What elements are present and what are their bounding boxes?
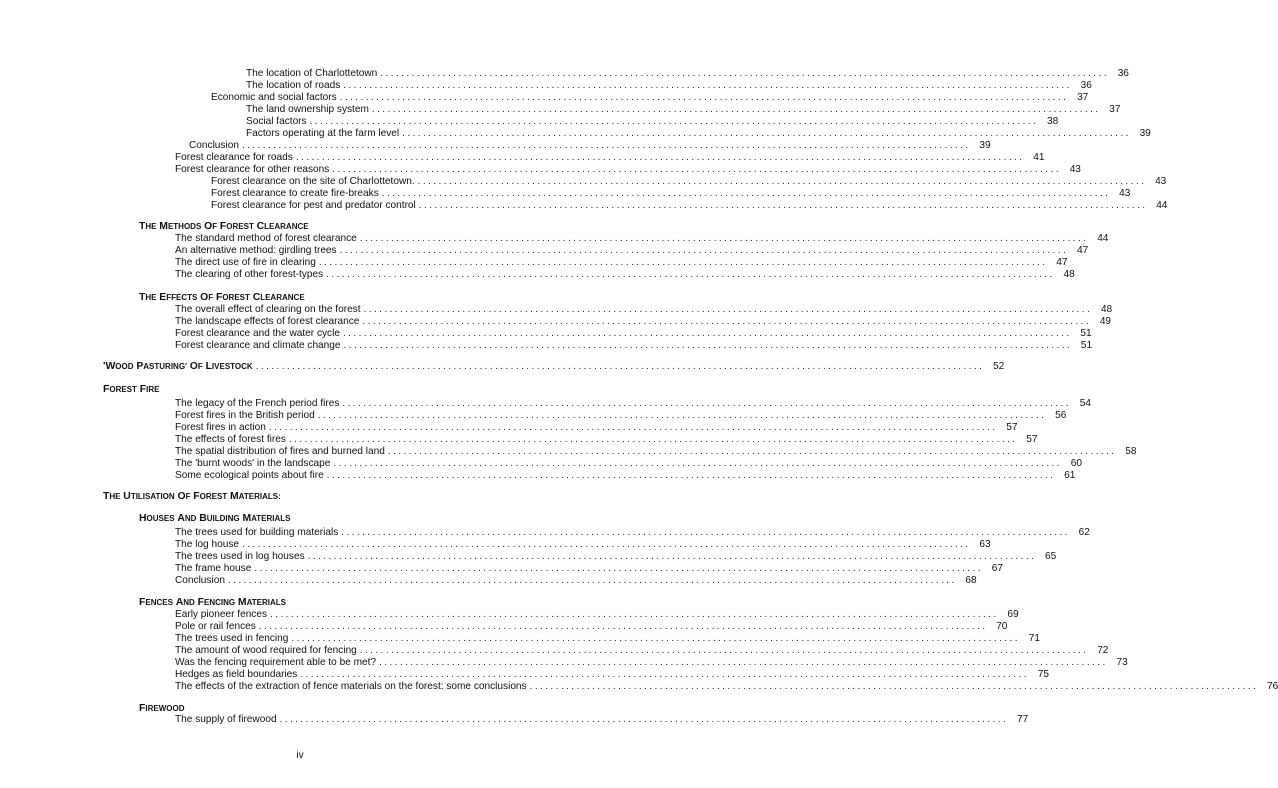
toc-entry — [175, 422, 1018, 434]
dot-leader: ............................................................................................................................................ — [341, 527, 1070, 538]
toc-heading — [139, 221, 553, 233]
toc-entry-label: Forest clearance on the site of Charlottetown. — [211, 176, 415, 187]
toc-entry-label: An alternative method: girdling trees — [175, 245, 337, 256]
toc-entry — [175, 316, 1112, 328]
toc-heading-label: FENCES AND FENCING MATERIALS — [139, 597, 286, 608]
dot-leader: ............................................................................................................................................ — [417, 176, 1147, 187]
toc-entry — [175, 410, 1067, 422]
toc-entry-label: Conclusion — [189, 140, 239, 151]
toc-entry-label: The legacy of the French period fires — [175, 398, 340, 409]
toc-page-number: 44 — [1097, 233, 1109, 244]
toc-page-number: 52 — [993, 361, 1005, 372]
toc-heading-label: THE EFFECTS OF FOREST CLEARANCE — [139, 292, 305, 303]
toc-entry — [175, 633, 1040, 645]
toc-heading-label: FIREWOOD — [139, 703, 185, 714]
dot-leader: ............................................................................................................................................ — [255, 361, 985, 372]
toc-entry — [175, 164, 1081, 176]
dot-leader: ............................................................................................................................................ — [254, 563, 983, 574]
dot-leader: ............................................................................................................................................ — [270, 609, 999, 620]
toc-heading — [139, 597, 553, 609]
dot-leader: ............................................................................................................................................ — [309, 116, 1039, 127]
toc-entry-label: The spatial distribution of fires and burned land — [175, 446, 385, 457]
dot-leader: ............................................................................................................................................ — [307, 551, 1037, 562]
toc-page-number: 69 — [1007, 609, 1019, 620]
toc-page-number: 54 — [1079, 398, 1092, 409]
toc-entry-label: Forest fires in the British period — [175, 410, 315, 421]
toc-entry — [175, 434, 1038, 446]
dot-leader: ............................................................................................................................................ — [381, 188, 1111, 199]
toc-page-number: 36 — [1080, 80, 1092, 91]
dot-leader: ............................................................................................................................................ — [380, 68, 1109, 79]
toc-entry — [211, 188, 1131, 200]
toc-entry-label: Forest clearance for other reasons — [175, 164, 330, 175]
toc-entry-label: Forest clearance for pest and predator control — [211, 200, 416, 211]
toc-page-number: 48 — [1063, 269, 1075, 280]
toc-page-number: 61 — [1064, 470, 1076, 481]
toc-page-number: 47 — [1056, 257, 1068, 268]
toc-entry-label: The direct use of fire in clearing — [175, 257, 316, 268]
dot-leader: ............................................................................................................................................ — [343, 80, 1072, 91]
toc-entry — [175, 657, 1128, 669]
toc-entry-label: The effects of forest fires — [175, 434, 286, 445]
toc-heading — [139, 513, 553, 525]
toc-entry-label: The trees used for building materials — [175, 527, 339, 538]
toc-entry-label: The log house — [175, 539, 239, 550]
toc-entry — [246, 128, 1151, 140]
dot-leader: ............................................................................................................................................ — [359, 233, 1089, 244]
toc-entry-label: Was the fencing requirement able to be met? — [175, 657, 377, 668]
toc-page-number: 37 — [1109, 104, 1121, 115]
dot-leader: ............................................................................................................................................ — [326, 470, 1056, 481]
toc-entry — [175, 681, 1278, 693]
toc-entry-label: The location of roads — [246, 80, 341, 91]
toc-page-number: 67 — [991, 563, 1003, 574]
dot-leader: ............................................................................................................................................ — [529, 681, 1259, 692]
toc-entry-label: Forest clearance and the water cycle — [175, 328, 340, 339]
toc-entry — [175, 551, 1057, 563]
toc-entry-label: Some ecological points about fire — [175, 470, 324, 481]
toc-entry — [175, 458, 1082, 470]
toc-page-number: 56 — [1055, 410, 1067, 421]
dot-leader: ............................................................................................................................................ — [241, 539, 971, 550]
dot-leader: ............................................................................................................................................ — [339, 92, 1069, 103]
toc-entry — [175, 669, 1049, 681]
toc-entry — [175, 645, 1109, 657]
toc-entry-label: The trees used in log houses — [175, 551, 305, 562]
toc-page-number: 39 — [979, 140, 991, 151]
toc-entry — [175, 328, 1092, 340]
dot-leader: ............................................................................................................................................ — [363, 304, 1093, 315]
toc-page-number: 57 — [1026, 434, 1038, 445]
toc-entry — [246, 116, 1059, 128]
dot-leader: ............................................................................................................................................ — [326, 269, 1055, 280]
toc-heading-label: FOREST FIRE — [103, 384, 160, 395]
toc-entry-label: The amount of wood required for fencing — [175, 645, 357, 656]
toc-page-number: 62 — [1078, 527, 1090, 538]
toc-heading-label: THE METHODS OF FOREST CLEARANCE — [139, 221, 309, 232]
toc-entry-label: Pole or rail fences — [175, 621, 256, 632]
toc-entry-label: The 'burnt woods' in the landscape — [175, 458, 331, 469]
toc-entry — [175, 621, 1008, 633]
toc-heading-label: 'WOOD PASTURING' OF LIVESTOCK — [103, 361, 253, 372]
dot-leader: ............................................................................................................................................ — [268, 422, 998, 433]
toc-page-number: 63 — [979, 539, 991, 550]
toc-entry — [246, 80, 1092, 92]
toc-entry — [175, 563, 1003, 575]
toc-page-number: 49 — [1099, 316, 1112, 327]
toc-entry — [175, 714, 1029, 726]
toc-page-number: 68 — [965, 575, 977, 586]
toc-page-number: 57 — [1006, 422, 1018, 433]
toc-entry-label: Conclusion — [175, 575, 225, 586]
dot-leader: ............................................................................................................................................ — [227, 575, 957, 586]
toc-page-number: 43 — [1119, 188, 1131, 199]
toc-entry — [175, 527, 1090, 539]
toc-page-number: 51 — [1080, 340, 1093, 351]
toc-page-number: 43 — [1069, 164, 1081, 175]
toc-entry — [246, 68, 1129, 80]
dot-leader: ............................................................................................................................................ — [379, 657, 1108, 668]
toc-page-number: 65 — [1045, 551, 1057, 562]
dot-leader: ............................................................................................................................................ — [362, 316, 1092, 327]
toc-entry — [175, 304, 1113, 316]
toc-page-number: 72 — [1097, 645, 1109, 656]
toc-page-number: 47 — [1076, 245, 1089, 256]
toc-entry-label: The supply of firewood — [175, 714, 277, 725]
toc-entry-label: The standard method of forest clearance — [175, 233, 357, 244]
toc-page-number: 70 — [996, 621, 1008, 632]
toc-page-number: 37 — [1077, 92, 1089, 103]
toc-entry-label: The frame house — [175, 563, 252, 574]
toc-page-number: 38 — [1046, 116, 1059, 127]
toc-entry-label: Forest clearance and climate change — [175, 340, 341, 351]
toc-page-number: 43 — [1155, 176, 1167, 187]
toc-entry — [211, 176, 1167, 188]
toc-page-number: 48 — [1100, 304, 1113, 315]
toc-entry-label: The clearing of other forest-types — [175, 269, 324, 280]
toc-heading — [139, 292, 553, 304]
toc-heading — [103, 384, 553, 396]
toc-entry — [246, 104, 1121, 116]
toc-entry-label: The effects of the extraction of fence materials on the forest: some conclusions — [175, 681, 527, 692]
toc-heading-label: THE UTILISATION OF FOREST MATERIALS: — [103, 491, 281, 502]
toc-entry-label: Social factors — [246, 116, 307, 127]
toc-entry — [175, 257, 1068, 269]
toc-page-number: 36 — [1117, 68, 1129, 79]
dot-leader: ............................................................................................................................................ — [342, 398, 1072, 409]
toc-page-number: 41 — [1033, 152, 1045, 163]
toc-entry — [175, 269, 1075, 281]
toc-page-number: 39 — [1139, 128, 1151, 139]
toc-heading — [103, 491, 553, 503]
toc-entry — [175, 539, 991, 551]
dot-leader: ............................................................................................................................................ — [371, 104, 1101, 115]
toc-page-number: 71 — [1028, 633, 1040, 644]
toc-entry — [175, 340, 1093, 352]
toc-entry-label: The overall effect of clearing on the forest — [175, 304, 361, 315]
toc-entry-label: The land ownership system — [246, 104, 369, 115]
toc-entry — [175, 609, 1019, 621]
dot-leader: ............................................................................................................................................ — [418, 200, 1148, 211]
toc-page-number: 44 — [1156, 200, 1168, 211]
dot-leader: ............................................................................................................................................ — [300, 669, 1029, 680]
toc-entry-label: Economic and social factors — [211, 92, 337, 103]
toc-entry — [211, 92, 1089, 104]
dot-leader: ............................................................................................................................................ — [332, 164, 1061, 175]
dot-leader: ............................................................................................................................................ — [279, 714, 1009, 725]
toc-entry-label: Forest clearance for roads — [175, 152, 293, 163]
toc-entry — [175, 152, 1045, 164]
toc-entry-label: Forest fires in action — [175, 422, 266, 433]
toc-entry — [211, 200, 1168, 212]
toc-entry — [175, 233, 1109, 245]
toc-page-number: 58 — [1125, 446, 1137, 457]
dot-leader: ............................................................................................................................................ — [343, 340, 1073, 351]
dot-leader: ............................................................................................................................................ — [402, 128, 1131, 139]
toc-heading-label: HOUSES AND BUILDING MATERIALS — [139, 513, 291, 524]
toc-entry — [189, 140, 991, 152]
toc-entry-label: Factors operating at the farm level — [246, 128, 400, 139]
toc-entry-label: Hedges as field boundaries — [175, 669, 298, 680]
toc-page-number: 75 — [1037, 669, 1049, 680]
toc-heading — [103, 361, 1005, 373]
dot-leader: ............................................................................................................................................ — [359, 645, 1089, 656]
dot-leader: ............................................................................................................................................ — [295, 152, 1025, 163]
toc-page-number: 51 — [1080, 328, 1092, 339]
dot-leader: ............................................................................................................................................ — [387, 446, 1117, 457]
dot-leader: ............................................................................................................................................ — [288, 434, 1018, 445]
dot-leader: ............................................................................................................................................ — [342, 328, 1072, 339]
toc-entry-label: Forest clearance to create fire-breaks — [211, 188, 379, 199]
toc-entry-label: The location of Charlottetown — [246, 68, 378, 79]
dot-leader: ............................................................................................................................................ — [333, 458, 1062, 469]
toc-entry-label: Early pioneer fences — [175, 609, 268, 620]
toc-entry — [175, 398, 1092, 410]
toc-entry-label: The trees used in fencing — [175, 633, 289, 644]
toc-page-number: 60 — [1070, 458, 1082, 469]
dot-leader: ............................................................................................................................................ — [339, 245, 1069, 256]
dot-leader: ............................................................................................................................................ — [318, 257, 1048, 268]
toc-entry-label: The landscape effects of forest clearance — [175, 316, 360, 327]
toc-page-number: 73 — [1116, 657, 1128, 668]
toc-entry — [175, 575, 977, 587]
dot-leader: ............................................................................................................................................ — [241, 140, 971, 151]
toc-entry — [175, 470, 1076, 482]
toc-entry — [175, 446, 1137, 458]
dot-leader: ............................................................................................................................................ — [291, 633, 1020, 644]
toc-entry — [175, 245, 1089, 257]
page-number: iv — [296, 750, 304, 761]
toc-page-number: 76 — [1267, 681, 1278, 692]
dot-leader: ............................................................................................................................................ — [317, 410, 1047, 421]
dot-leader: ............................................................................................................................................ — [258, 621, 988, 632]
toc-page-number: 77 — [1016, 714, 1029, 725]
